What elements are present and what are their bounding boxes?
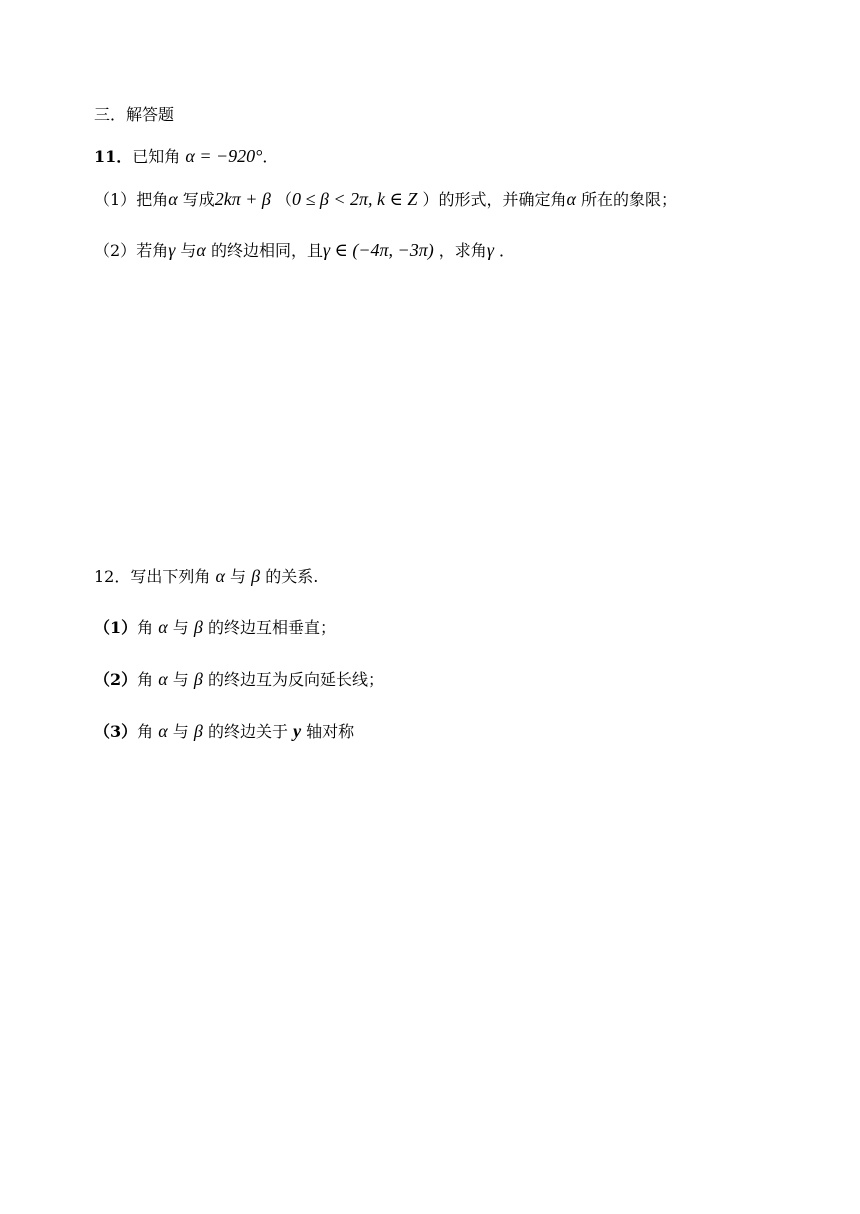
item-text: 与	[172, 722, 189, 741]
question-11-number: 11．	[94, 147, 133, 166]
item-text: 轴对称	[306, 722, 355, 741]
y-axis-symbol: y	[293, 721, 302, 741]
question-12-item-1	[94, 616, 336, 639]
gamma-symbol: γ	[168, 240, 176, 260]
item-text: 的终边互相垂直；	[207, 618, 336, 637]
alpha-symbol: α	[168, 189, 178, 209]
part-label: （2）	[94, 241, 137, 260]
alpha-symbol: α	[158, 721, 168, 741]
beta-symbol: β	[251, 566, 261, 586]
part-text: 写成	[182, 190, 215, 209]
part-text: 若角	[136, 241, 169, 260]
section-title	[94, 104, 174, 126]
part-text: 把角	[136, 190, 169, 209]
question-11-stem-prefix: 已知角	[132, 147, 181, 166]
item-text: 角	[137, 618, 154, 637]
item-label: （2）	[94, 670, 138, 689]
question-12-item-3	[94, 720, 354, 743]
item-text: 角	[137, 670, 154, 689]
question-11-stem-math: α = −920°	[185, 146, 263, 166]
question-12-stem-suffix: 的关系.	[265, 567, 319, 586]
item-label: （3）	[94, 722, 138, 741]
alpha-symbol: α	[196, 240, 206, 260]
expression-form: 2kπ + β	[214, 189, 271, 209]
part-text: 与	[180, 241, 197, 260]
question-12-stem-prefix: 12．写出下列角	[94, 567, 211, 586]
part-text: ．	[499, 241, 516, 260]
condition-expression: 0 ≤ β < 2π, k ∈ Z	[292, 189, 418, 209]
item-text: 与	[172, 670, 189, 689]
alpha-symbol: α	[566, 189, 576, 209]
part-text: 所在的象限；	[581, 190, 678, 209]
beta-symbol: β	[193, 721, 203, 741]
item-text: 与	[172, 618, 189, 637]
part-text: 的终边相同，且	[210, 241, 323, 260]
stem-text: 与	[230, 567, 247, 586]
question-11-stem-suffix: ．	[262, 147, 279, 166]
gamma-symbol: γ	[486, 240, 494, 260]
part-label: （1）	[94, 190, 137, 209]
interval-expression: γ ∈ (−4π, −3π)	[322, 240, 434, 260]
item-text: 的终边关于	[207, 722, 288, 741]
item-text: 角	[137, 722, 154, 741]
question-12-stem	[94, 565, 318, 588]
question-11-stem	[94, 145, 278, 168]
alpha-symbol: α	[158, 617, 168, 637]
item-label: （1）	[94, 618, 138, 637]
question-11-part-1	[94, 188, 677, 211]
beta-symbol: β	[193, 617, 203, 637]
part-text: ）的形式，并确定角	[422, 190, 567, 209]
question-11-part-2	[94, 239, 515, 262]
alpha-symbol: α	[158, 669, 168, 689]
item-text: 的终边互为反向延长线；	[207, 670, 384, 689]
alpha-symbol: α	[215, 566, 225, 586]
section-title-text: 三．解答题	[94, 105, 175, 124]
part-text: （	[275, 190, 292, 209]
part-text: ，求角	[438, 241, 487, 260]
question-12-item-2	[94, 668, 384, 691]
beta-symbol: β	[193, 669, 203, 689]
